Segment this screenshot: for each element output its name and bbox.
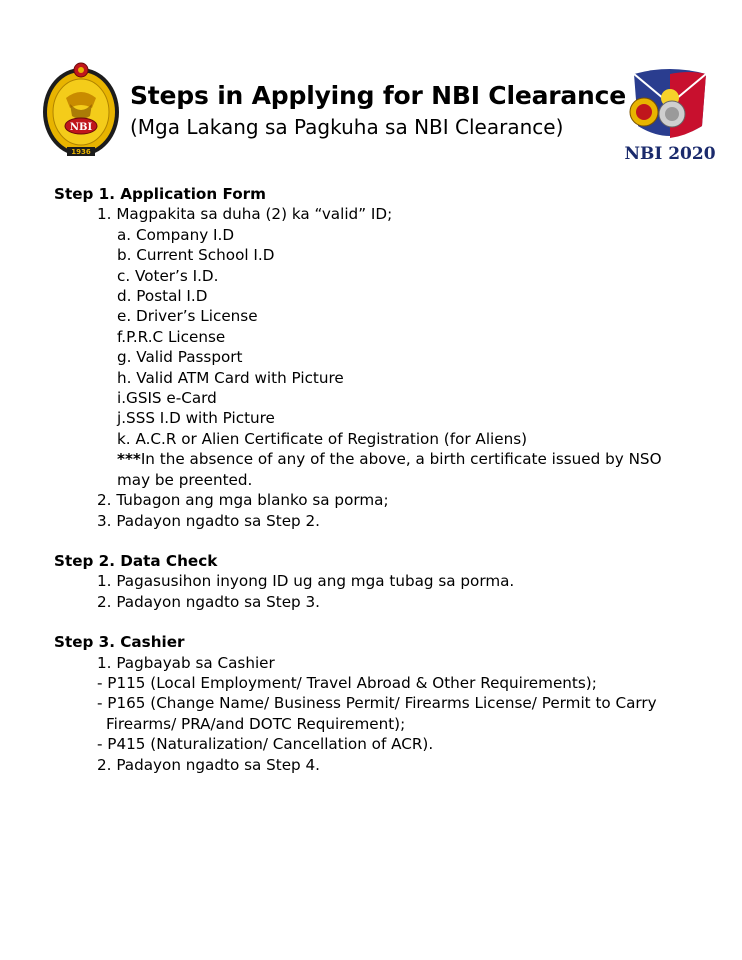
step3-heading: Step 3. Cashier bbox=[54, 633, 185, 652]
page-subtitle: (Mga Lakang sa Pagkuha sa NBI Clearance) bbox=[130, 115, 564, 139]
id-item-e: e. Driver’s License bbox=[117, 307, 258, 326]
left-logo-year: 1936 bbox=[71, 148, 91, 156]
nbi-seal-logo-icon bbox=[40, 60, 122, 160]
left-logo-text: NBI bbox=[69, 122, 93, 133]
fee-p165-line2: Firearms/ PRA/and DOTC Requirement); bbox=[106, 714, 406, 733]
step1-item1: 1. Magpakita sa duha (2) ka “valid” ID; bbox=[97, 205, 393, 224]
id-item-g: g. Valid Passport bbox=[117, 348, 243, 367]
fee-p115: - P115 (Local Employment/ Travel Abroad & Other Requirements); bbox=[97, 673, 597, 692]
nbi-2020-logo-icon bbox=[620, 68, 720, 166]
id-item-b: b. Current School I.D bbox=[117, 246, 275, 265]
right-logo-text: NBI 2020 bbox=[624, 144, 716, 164]
step3-item2: 2. Padayon ngadto sa Step 4. bbox=[97, 755, 321, 774]
id-item-d: d. Postal I.D bbox=[117, 287, 208, 306]
id-item-k: k. A.C.R or Alien Certificate of Registration (for Aliens) bbox=[117, 429, 528, 448]
fee-p165-line1: - P165 (Change Name/ Business Permit/ Firearms License/ Permit to Carry bbox=[97, 694, 657, 713]
document-body bbox=[54, 184, 714, 775]
fee-p415: - P415 (Naturalization/ Cancellation of ACR). bbox=[97, 735, 434, 754]
id-item-a: a. Company I.D bbox=[117, 225, 235, 244]
id-item-f: f.P.R.C License bbox=[117, 327, 226, 346]
note-line2: may be preented. bbox=[117, 470, 253, 489]
id-item-c: c. Voter’s I.D. bbox=[117, 266, 219, 285]
step1-item2: 2. Tubagon ang mga blanko sa porma; bbox=[97, 491, 389, 510]
step2-item2: 2. Padayon ngadto sa Step 3. bbox=[97, 592, 321, 611]
valid-id-list bbox=[54, 225, 714, 449]
note-line1: In the absence of any of the above, a birth certificate issued by NSO bbox=[140, 450, 662, 469]
step2-heading: Step 2. Data Check bbox=[54, 551, 218, 570]
step1-item3: 3. Padayon ngadto sa Step 2. bbox=[97, 511, 321, 530]
birth-certificate-note bbox=[54, 449, 714, 469]
id-item-h: h. Valid ATM Card with Picture bbox=[117, 368, 344, 387]
step2-item1: 1. Pagasusihon inyong ID ug ang mga tubag sa porma. bbox=[97, 572, 515, 591]
id-item-j: j.SSS I.D with Picture bbox=[117, 409, 275, 428]
note-mark: *** bbox=[117, 450, 141, 469]
page-title: Steps in Applying for NBI Clearance bbox=[130, 81, 627, 110]
step3-item1: 1. Pagbayab sa Cashier bbox=[97, 653, 275, 672]
step1-heading: Step 1. Application Form bbox=[54, 185, 266, 203]
id-item-i: i.GSIS e-Card bbox=[117, 389, 217, 408]
